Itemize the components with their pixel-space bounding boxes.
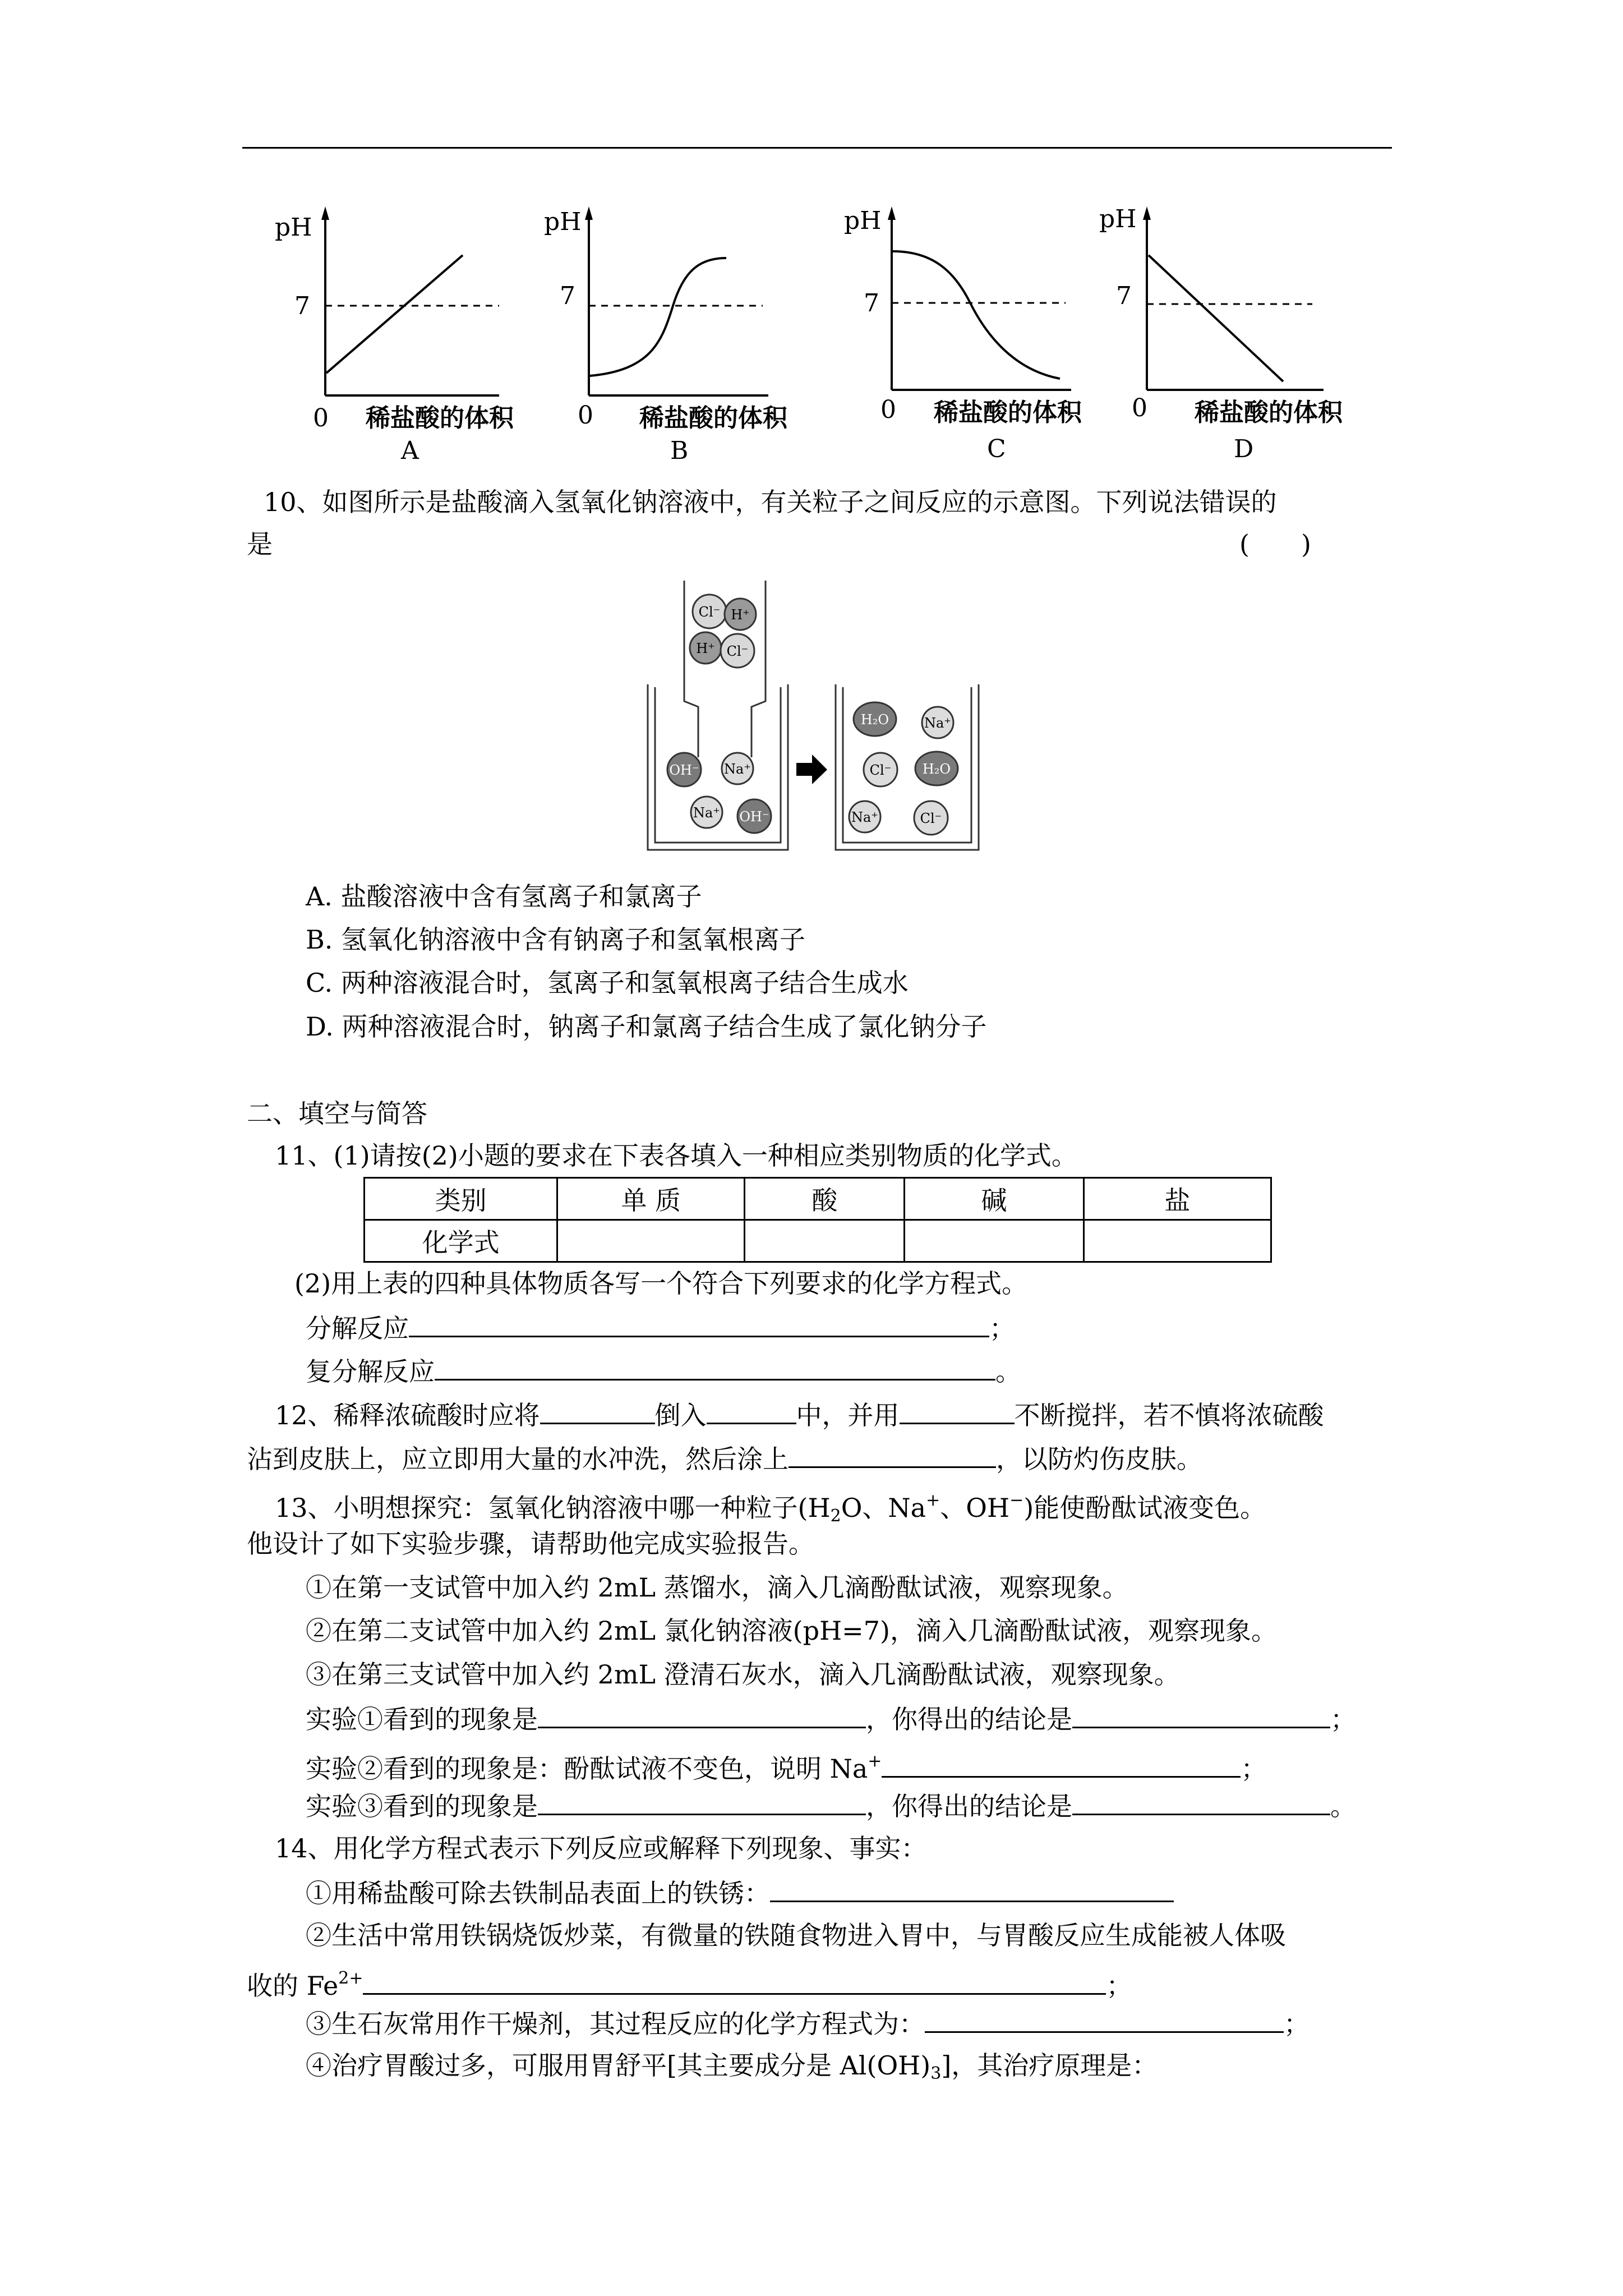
q10-option-d: D. 两种溶液混合时，钠离子和氯离子结合生成了氯化钠分子: [306, 1011, 987, 1042]
q11-intro: 11、(1)请按(2)小题的要求在下表各填入一种相应类别物质的化学式。: [275, 1140, 1077, 1171]
q12-text: 不断搅拌，若不慎将浓硫酸: [1014, 1400, 1324, 1430]
q13-text: 。: [1330, 1791, 1356, 1821]
graph-B-xlabel: 稀盐酸的体积: [639, 404, 787, 432]
graph-C-letter: C: [987, 435, 1006, 463]
result3-conclusion-blank[interactable]: [1072, 1788, 1330, 1815]
beaker1-ion-1: OH⁻: [669, 762, 699, 778]
q10-option-c: C. 两种溶液混合时，氢离子和氢氧根离子结合生成水: [306, 968, 909, 998]
graph-A-ylabel: pH: [275, 213, 312, 242]
q13-text: O、Na: [841, 1493, 926, 1523]
graph-B-tick: 7: [560, 282, 575, 310]
beaker2-ion-3: Cl⁻: [869, 762, 892, 778]
result1-conclusion-blank[interactable]: [1072, 1701, 1330, 1728]
q12-text: 沾到皮肤上，应立即用大量的水冲洗，然后涂上: [247, 1444, 789, 1474]
q14-text: 收的 Fe: [247, 1971, 339, 2001]
table-row-label: 化学式: [365, 1220, 557, 1262]
answer-cell-base[interactable]: [905, 1220, 1083, 1262]
dropper-ion-1: Cl⁻: [698, 604, 721, 620]
header-rule: [242, 147, 1392, 149]
q13-line1: [275, 1484, 1266, 1533]
graph-B-ylabel: pH: [544, 208, 582, 236]
table-header-cell: 单 质: [557, 1178, 745, 1220]
q13-text: 实验③看到的现象是: [306, 1791, 538, 1821]
graph-D-xlabel: 稀盐酸的体积: [1195, 398, 1343, 427]
q10-line1: 10、如图所示是盐酸滴入氢氧化钠溶液中，有关粒子之间反应的示意图。下列说法错误的: [264, 487, 1277, 517]
dropper-ion-4: Cl⁻: [726, 643, 749, 659]
q13-sup: −: [1009, 1490, 1024, 1510]
q13-text: ；: [1241, 1754, 1267, 1784]
double-decomposition-end: 。: [995, 1356, 1021, 1387]
q13-result2: [306, 1745, 1266, 1786]
graph-A-origin: 0: [313, 404, 329, 432]
q13-sup: +: [868, 1751, 882, 1771]
q11-part2: (2)用上表的四种具体物质各写一个符合下列要求的化学方程式。: [294, 1268, 1028, 1299]
q14-item3: [306, 2005, 1310, 2041]
graph-B: [533, 202, 813, 466]
q10-line2: 是: [247, 529, 273, 559]
graph-B-origin: 0: [578, 401, 593, 430]
q11-decomposition: [306, 1310, 1015, 1345]
decomposition-label: 分解反应: [306, 1313, 409, 1343]
graph-D: [1088, 202, 1380, 466]
graph-D-tick: 7: [1116, 282, 1132, 310]
q14-item2-line2: [247, 1962, 1132, 2003]
double-decomposition-label: 复分解反应: [306, 1356, 435, 1387]
q12-text: ，以防灼伤皮肤。: [996, 1444, 1202, 1474]
double-decomposition-blank[interactable]: [435, 1353, 995, 1381]
table-row: [365, 1220, 1271, 1262]
q14-item3-blank[interactable]: [925, 2005, 1284, 2033]
q12-blank-1[interactable]: [540, 1397, 655, 1424]
table-header-cell: 类别: [365, 1178, 557, 1220]
graph-B-letter: B: [670, 436, 689, 465]
graph-D-letter: D: [1234, 435, 1254, 463]
decomposition-end: ；: [989, 1313, 1015, 1343]
q13-sup: +: [926, 1490, 940, 1510]
reaction-diagram: [639, 572, 998, 858]
q12-text: 中，并用: [796, 1400, 900, 1430]
result3-phenomenon-blank[interactable]: [538, 1788, 866, 1815]
result1-phenomenon-blank[interactable]: [538, 1701, 866, 1728]
q13-text: ；: [1330, 1704, 1356, 1734]
dropper-ion-2: H⁺: [731, 607, 750, 623]
q13-line2: 他设计了如下实验步骤，请帮助他完成实验报告。: [247, 1529, 814, 1559]
q13-result1: [306, 1701, 1356, 1736]
graph-C-tick: 7: [864, 289, 879, 318]
graph-A-tick: 7: [294, 292, 310, 320]
q14-text: ④治疗胃酸过多，可服用胃舒平[其主要成分是 Al(OH): [306, 2050, 931, 2081]
q13-text: 实验②看到的现象是：酚酞试液不变色，说明 Na: [306, 1754, 868, 1784]
q14-text: ；: [1284, 2009, 1310, 2039]
q14-text: ①用稀盐酸可除去铁制品表面上的铁锈：: [306, 1878, 770, 1908]
graph-A-letter: A: [401, 436, 419, 465]
q14-item1-blank[interactable]: [770, 1875, 1174, 1902]
q12-blank-2[interactable]: [707, 1397, 796, 1424]
q14-item1: [306, 1875, 1174, 1910]
q12-line2: [247, 1441, 1202, 1476]
answer-cell-acid[interactable]: [745, 1220, 905, 1262]
q10-answer-paren: ( ): [1239, 529, 1311, 559]
q13-text: )能使酚酞试液变色。: [1023, 1493, 1266, 1523]
beaker2-ion-4: H₂O: [922, 761, 951, 777]
beaker1-ion-4: OH⁻: [739, 809, 769, 825]
dropper-ion-3: H⁺: [696, 641, 715, 656]
answer-cell-salt[interactable]: [1083, 1220, 1271, 1262]
q14-intro: 14、用化学方程式表示下列反应或解释下列现象、事实：: [275, 1833, 927, 1864]
q13-result3: [306, 1788, 1356, 1823]
table-header-cell: 碱: [905, 1178, 1083, 1220]
q12-text: 12、稀释浓硫酸时应将: [275, 1400, 540, 1430]
beaker2-ions: [849, 702, 958, 835]
answer-cell-element[interactable]: [557, 1220, 745, 1262]
beaker2-ion-1: H₂O: [860, 712, 889, 728]
beaker1-ion-2: Na⁺: [724, 761, 751, 777]
q10-option-a: A. 盐酸溶液中含有氢离子和氯离子: [306, 881, 702, 912]
q12-line1: [275, 1397, 1324, 1432]
category-table: [363, 1177, 1272, 1263]
dropper-ions: [690, 595, 756, 668]
graph-C: [836, 202, 1116, 466]
q13-text: 、OH: [940, 1493, 1010, 1523]
q12-blank-4[interactable]: [789, 1441, 996, 1468]
graph-C-xlabel: 稀盐酸的体积: [934, 398, 1082, 427]
beaker2-ion-2: Na⁺: [924, 715, 951, 731]
q10-option-b: B. 氢氧化钠溶液中含有钠离子和氢氧根离子: [306, 924, 806, 955]
q13-text: 13、小明想探究：氢氧化钠溶液中哪一种粒子(H: [275, 1493, 831, 1523]
q13-text: ，你得出的结论是: [866, 1704, 1072, 1734]
q14-text: ；: [1106, 1971, 1132, 2001]
graph-C-origin: 0: [880, 395, 896, 424]
table-row: [365, 1178, 1271, 1220]
q13-sub: 2: [830, 1506, 841, 1526]
section-heading: 二、填空与简答: [247, 1098, 427, 1129]
graph-D-origin: 0: [1132, 394, 1147, 422]
reaction-arrow-icon: [796, 754, 827, 784]
q14-sup: 2+: [338, 1968, 363, 1988]
q13-text: ，你得出的结论是: [866, 1791, 1072, 1821]
beaker2-ion-5: Na⁺: [851, 809, 878, 825]
q11-double-decomposition: [306, 1353, 1021, 1388]
q13-step1: ①在第一支试管中加入约 2mL 蒸馏水，滴入几滴酚酞试液，观察现象。: [306, 1572, 1128, 1603]
q14-item4: [306, 2049, 1158, 2091]
q14-sub: 3: [930, 2064, 942, 2083]
q14-item2-line1: ②生活中常用铁锅烧饭炒菜，有微量的铁随食物进入胃中，与胃酸反应生成能被人体吸: [306, 1920, 1286, 1950]
q12-text: 倒入: [654, 1400, 707, 1430]
result2-conclusion-blank[interactable]: [882, 1750, 1241, 1778]
table-header-cell: 酸: [745, 1178, 905, 1220]
table-header-cell: 盐: [1083, 1178, 1271, 1220]
q13-step2: ②在第二支试管中加入约 2mL 氯化钠溶液(pH=7)，滴入几滴酚酞试液，观察现象。: [306, 1616, 1277, 1646]
q13-step3: ③在第三支试管中加入约 2mL 澄清石灰水，滴入几滴酚酞试液，观察现象。: [306, 1659, 1180, 1690]
q14-text: ]，其治疗原理是：: [941, 2050, 1158, 2081]
q14-item2-blank[interactable]: [363, 1967, 1106, 1995]
beaker2-ion-6: Cl⁻: [920, 811, 942, 826]
decomposition-blank[interactable]: [409, 1310, 989, 1337]
beaker1-ions: [667, 753, 771, 833]
beaker1-ion-3: Na⁺: [693, 805, 720, 821]
graph-A: [264, 202, 522, 466]
graph-A-xlabel: 稀盐酸的体积: [366, 404, 514, 432]
q12-blank-3[interactable]: [900, 1397, 1015, 1424]
q13-text: 实验①看到的现象是: [306, 1704, 538, 1734]
q14-text: ③生石灰常用作干燥剂，其过程反应的化学方程式为：: [306, 2009, 925, 2039]
graph-D-ylabel: pH: [1099, 205, 1137, 233]
graph-C-ylabel: pH: [844, 206, 882, 235]
